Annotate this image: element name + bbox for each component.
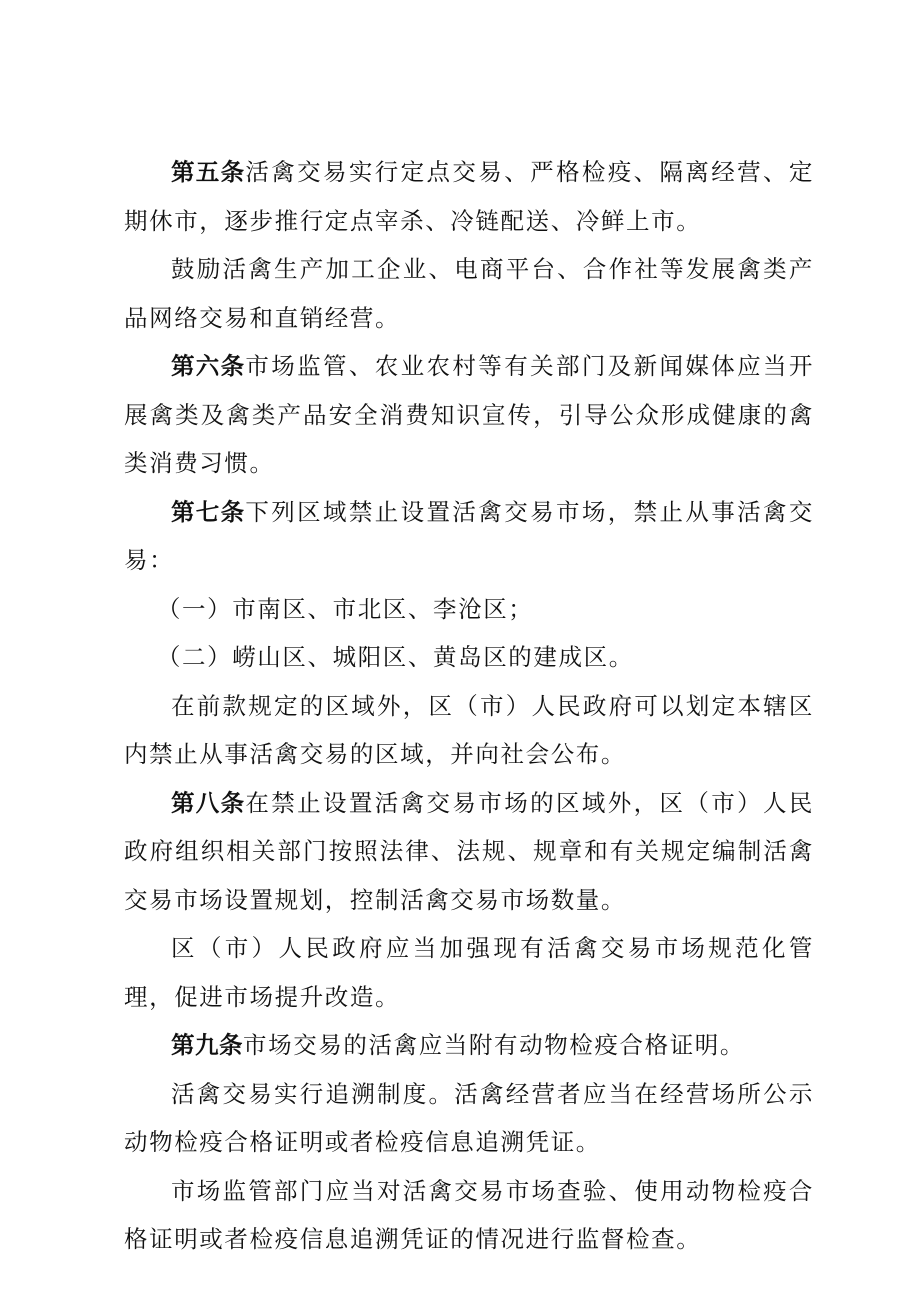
article-5-paragraph-2 bbox=[124, 245, 814, 342]
article-9-paragraph bbox=[124, 1021, 814, 1070]
list-item bbox=[124, 633, 814, 682]
article-7-paragraph-2 bbox=[124, 682, 814, 779]
list-item-text: （一）市南区、市北区、李沧区； bbox=[156, 594, 534, 623]
paragraph-text: 鼓励活禽生产加工企业、电商平台、合作社等发展禽类产品网络交易和直销经营。 bbox=[124, 255, 814, 332]
article-9-paragraph-2 bbox=[124, 1070, 814, 1167]
article-5-paragraph bbox=[124, 148, 814, 245]
article-heading: 第七条 bbox=[171, 497, 246, 526]
list-item-text: （二）崂山区、城阳区、黄岛区的建成区。 bbox=[156, 643, 634, 671]
article-heading: 第八条 bbox=[171, 788, 246, 817]
paragraph-text: 区（市）人民政府应当加强现有活禽交易市场规范化管理，促进市场提升改造。 bbox=[124, 934, 814, 1011]
article-text: 活禽交易实行定点交易、严格检疫、隔离经营、定期休市，逐步推行定点宰杀、冷链配送、冷鲜上市。 bbox=[124, 158, 815, 235]
paragraph-text: 市场监管部门应当对活禽交易市场查验、使用动物检疫合格证明或者检疫信息追溯凭证的情况进行监督检查。 bbox=[124, 1176, 814, 1253]
document-body bbox=[124, 148, 814, 1264]
article-text: 市场监管、农业农村等有关部门及新闻媒体应当开展禽类及禽类产品安全消费知识宣传，引导公众形成健康的禽类消费习惯。 bbox=[124, 352, 815, 477]
paragraph-text: 在前款规定的区域外，区（市）人民政府可以划定本辖区内禁止从事活禽交易的区域，并向社会公布。 bbox=[124, 691, 814, 768]
article-9-paragraph-3 bbox=[124, 1167, 814, 1264]
list-item bbox=[124, 585, 814, 634]
article-text: 下列区域禁止设置活禽交易市场，禁止从事活禽交易： bbox=[124, 497, 815, 574]
paragraph-text: 活禽交易实行追溯制度。活禽经营者应当在经营场所公示动物检疫合格证明或者检疫信息追溯凭证。 bbox=[124, 1079, 814, 1156]
article-heading: 第九条 bbox=[171, 1031, 243, 1059]
article-8-paragraph bbox=[124, 779, 814, 925]
article-8-paragraph-2 bbox=[124, 924, 814, 1021]
article-text: 在禁止设置活禽交易市场的区域外，区（市）人民政府组织相关部门按照法律、法规、规章和有关规定编制活禽交易市场设置规划，控制活禽交易市场数量。 bbox=[124, 788, 815, 914]
article-heading: 第六条 bbox=[171, 352, 246, 380]
article-heading: 第五条 bbox=[171, 158, 246, 186]
article-7-paragraph bbox=[124, 488, 814, 585]
article-6-paragraph bbox=[124, 342, 814, 488]
article-text: 市场交易的活禽应当附有动物检疫合格证明。 bbox=[243, 1031, 745, 1059]
